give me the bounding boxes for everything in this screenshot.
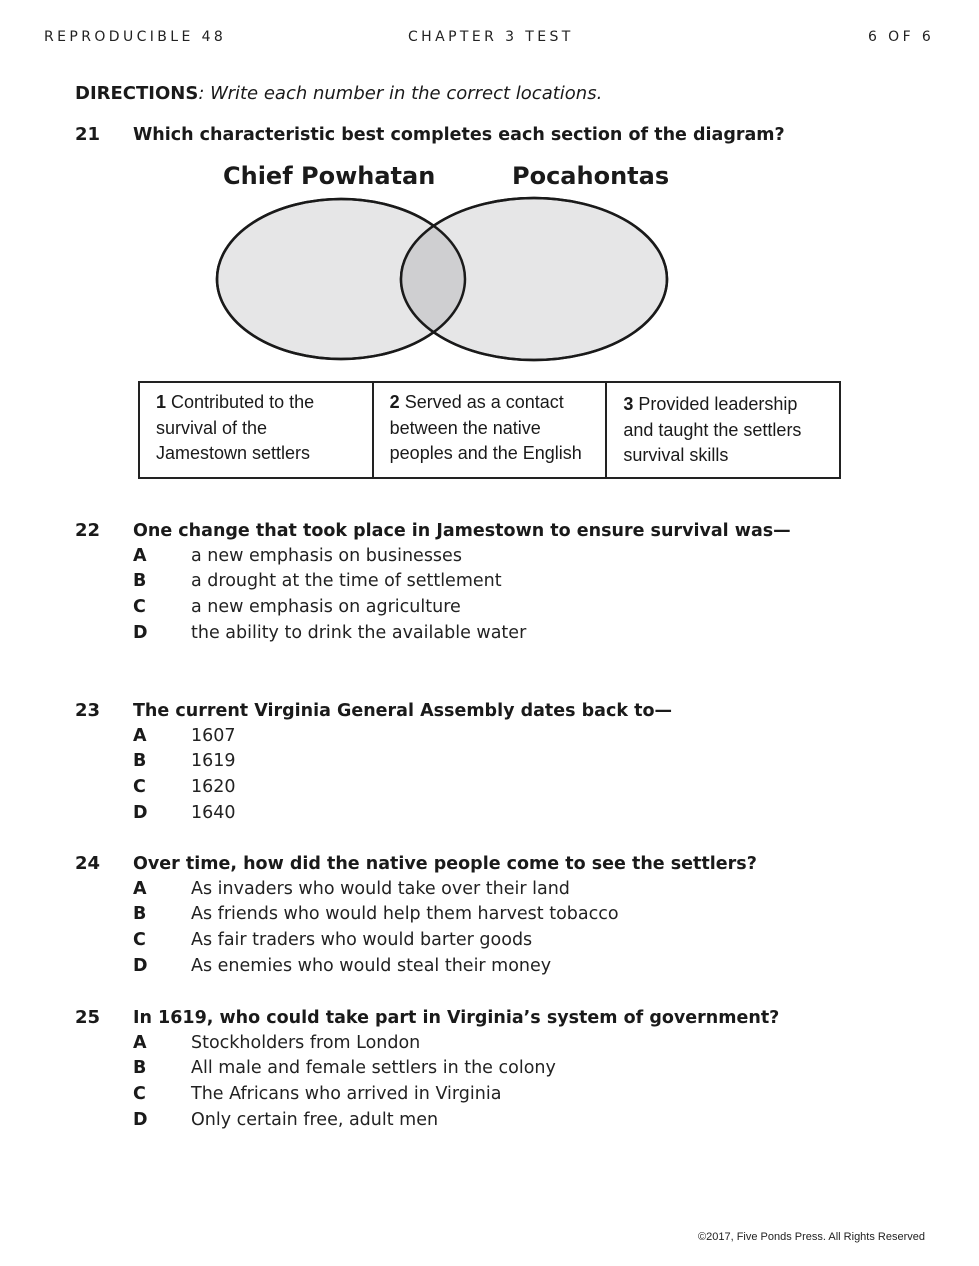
choices-table — [138, 381, 841, 479]
option-text: a new emphasis on businesses — [191, 545, 462, 566]
option-text: As friends who would help them harvest tobacco — [191, 904, 619, 925]
option-text: The Africans who arrived in Virginia — [191, 1083, 502, 1104]
choice-2 — [373, 382, 607, 478]
option-letter: D — [133, 955, 148, 976]
option-letter: C — [133, 929, 146, 950]
directions — [75, 83, 602, 104]
header-chapter-title: CHAPTER 3 TEST — [408, 29, 574, 45]
option-text: 1607 — [191, 725, 236, 746]
option-text: a new emphasis on agriculture — [191, 596, 461, 617]
option-text: Stockholders from London — [191, 1032, 421, 1053]
option-a[interactable] — [75, 1030, 779, 1056]
question-stem: The current Virginia General Assembly dates back to— — [133, 700, 672, 721]
option-letter: B — [133, 571, 147, 592]
option-d[interactable] — [75, 1107, 779, 1133]
option-text: All male and female settlers in the colony — [191, 1058, 556, 1079]
option-letter: B — [133, 751, 147, 772]
option-letter: A — [133, 725, 147, 746]
option-a[interactable] — [75, 876, 757, 902]
directions-text: : Write each number in the correct locations. — [198, 83, 603, 104]
option-letter: B — [133, 904, 147, 925]
question-number: 25 — [75, 1007, 101, 1028]
question-number: 24 — [75, 853, 101, 874]
choice-text: Provided leadership and taught the settlers survival skills — [623, 394, 802, 465]
choice-number: 2 — [389, 392, 400, 412]
option-text: 1620 — [191, 776, 236, 797]
option-letter: D — [133, 802, 148, 823]
option-letter: D — [133, 622, 148, 643]
option-text: 1619 — [191, 751, 236, 772]
option-letter: C — [133, 1083, 146, 1104]
question-25 — [75, 1005, 779, 1132]
directions-label: DIRECTIONS — [75, 83, 199, 104]
option-letter: B — [133, 1058, 147, 1079]
option-text: the ability to drink the available water — [191, 622, 527, 643]
option-text: As invaders who would take over their land — [191, 878, 570, 899]
question-22 — [75, 518, 791, 645]
question-number: 21 — [75, 124, 101, 145]
question-number: 22 — [75, 520, 101, 541]
copyright-footer: ©2017, Five Ponds Press. All Rights Reserved — [698, 1231, 925, 1243]
option-b[interactable] — [75, 749, 672, 775]
option-c[interactable] — [75, 1081, 779, 1107]
option-c[interactable] — [75, 594, 791, 620]
venn-right-title: Pocahontas — [512, 162, 670, 190]
choice-3 — [606, 382, 840, 478]
venn-left-title: Chief Powhatan — [223, 162, 436, 190]
option-letter: A — [133, 1032, 147, 1053]
option-b[interactable] — [75, 569, 791, 595]
venn-diagram — [200, 190, 680, 370]
option-text: 1640 — [191, 802, 236, 823]
option-letter: A — [133, 545, 147, 566]
option-b[interactable] — [75, 902, 757, 928]
option-text: Only certain free, adult men — [191, 1109, 439, 1130]
option-letter: D — [133, 1109, 148, 1130]
question-stem: In 1619, who could take part in Virginia’s system of government? — [133, 1007, 780, 1028]
option-text: As enemies who would steal their money — [191, 955, 552, 976]
question-stem: Which characteristic best completes each section of the diagram? — [133, 124, 785, 145]
option-letter: A — [133, 878, 147, 899]
option-letter: C — [133, 776, 146, 797]
option-d[interactable] — [75, 620, 791, 646]
choice-1 — [139, 382, 373, 478]
option-text: As fair traders who would barter goods — [191, 929, 533, 950]
option-d[interactable] — [75, 800, 672, 826]
option-c[interactable] — [75, 774, 672, 800]
header-page-number: 6 OF 6 — [868, 29, 935, 45]
question-23 — [75, 698, 672, 825]
option-c[interactable] — [75, 927, 757, 953]
choice-text: Served as a contact between the native peoples and the English — [389, 392, 582, 463]
option-a[interactable] — [75, 543, 791, 569]
option-text: a drought at the time of settlement — [191, 571, 502, 592]
question-stem: Over time, how did the native people come to see the settlers? — [133, 853, 757, 874]
question-stem: One change that took place in Jamestown to ensure survival was— — [133, 520, 791, 541]
question-21 — [75, 122, 785, 147]
question-number: 23 — [75, 700, 101, 721]
option-d[interactable] — [75, 953, 757, 979]
option-a[interactable] — [75, 723, 672, 749]
choice-text: Contributed to the survival of the Jamestown settlers — [156, 392, 315, 463]
choice-number: 3 — [623, 394, 634, 414]
option-b[interactable] — [75, 1056, 779, 1082]
choice-number: 1 — [156, 392, 167, 412]
option-letter: C — [133, 596, 146, 617]
header-reproducible: REPRODUCIBLE 48 — [44, 29, 227, 45]
question-24 — [75, 851, 757, 978]
